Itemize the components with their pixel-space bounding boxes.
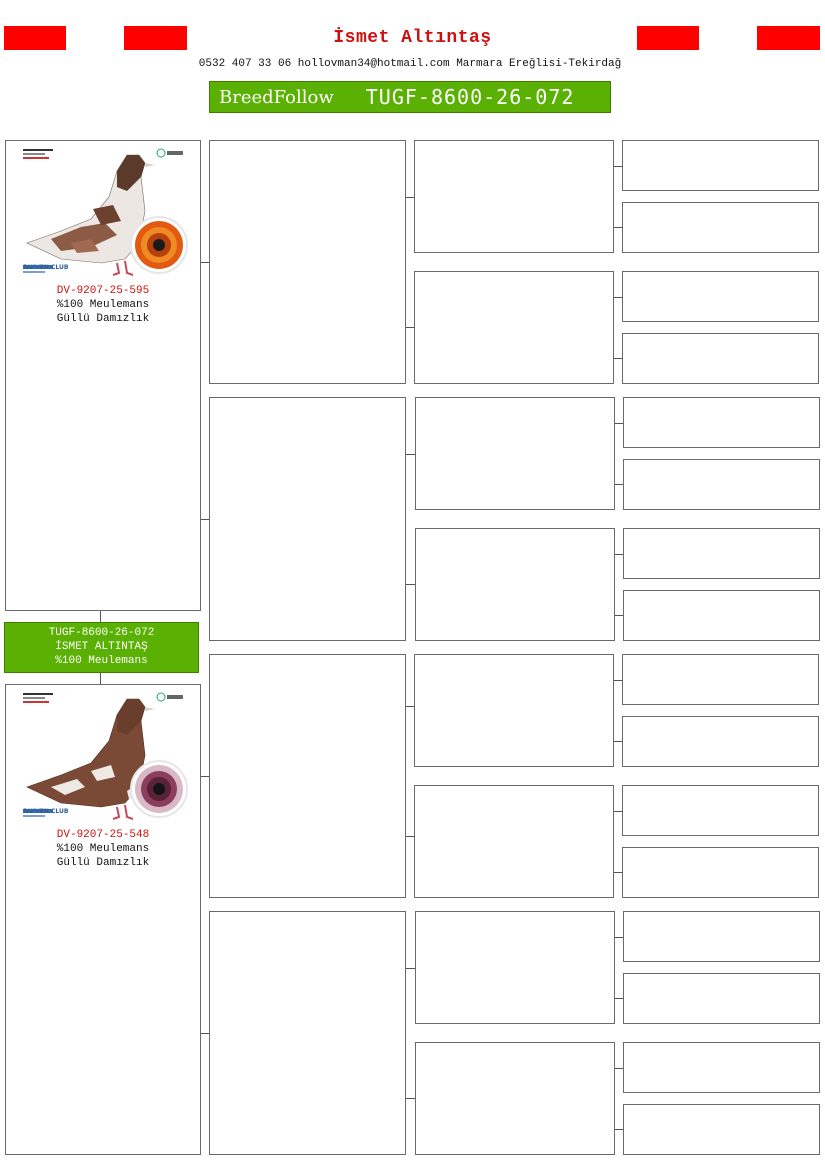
gen4-box-6 [623, 459, 820, 510]
gen4-box-13 [623, 911, 820, 962]
gen3-box-1 [414, 140, 614, 253]
gen4-box-14 [623, 973, 820, 1024]
gen4-box-9 [622, 654, 819, 705]
gen3-box-6 [414, 785, 614, 898]
gen4-box-5 [623, 397, 820, 448]
granddam-dam-side [209, 911, 406, 1155]
dam-info [6, 828, 200, 870]
dam-pigeon-photo [21, 691, 191, 827]
connector-line [406, 197, 414, 198]
sire-card [5, 140, 201, 611]
contact-info: 0532 407 33 06 hollovman34@hotmail.com Marmara Ereğlisi-Tekirdağ [198, 58, 622, 70]
connector-line [615, 423, 623, 424]
brand-ring-number: TUGF-8600-26-072 [365, 85, 575, 109]
connector-line [406, 454, 415, 455]
sire-pigeon-photo [21, 147, 191, 283]
connector-line [614, 227, 622, 228]
connector-line [201, 519, 209, 520]
red-accent-bar-2 [124, 26, 187, 50]
subject-box [4, 622, 199, 673]
sire-strain: %100 Meulemans [56, 299, 150, 311]
gen4-box-1 [622, 140, 819, 191]
red-accent-bar-3 [637, 26, 699, 50]
gen3-box-4 [415, 528, 615, 641]
subject-owner: İSMET ALTINTAŞ [55, 641, 148, 653]
connector-line [201, 262, 209, 263]
connector-line [406, 968, 415, 969]
dam-note: Güllü Damızlık [56, 857, 150, 869]
gen4-box-12 [622, 847, 819, 898]
gen4-box-4 [622, 333, 819, 384]
subject-strain: %100 Meulemans [55, 655, 148, 667]
connector-line [615, 1068, 623, 1069]
sire-info [6, 284, 200, 326]
gen4-box-15 [623, 1042, 820, 1093]
connector-line [614, 680, 622, 681]
page-title: İsmet Altıntaş [333, 28, 492, 48]
dam-card [5, 684, 201, 1155]
red-accent-bar-4 [757, 26, 820, 50]
connector-line [406, 1098, 415, 1099]
connector-line [615, 484, 623, 485]
gen3-box-5 [414, 654, 614, 767]
red-accent-bar-1 [4, 26, 66, 50]
dam-club-badge: DUIVEN CLUB [23, 808, 69, 815]
gen4-box-7 [623, 528, 820, 579]
gen4-box-3 [622, 271, 819, 322]
connector-line [100, 611, 101, 622]
gen4-box-16 [623, 1104, 820, 1155]
connector-line [614, 358, 622, 359]
sire-note: Güllü Damızlık [56, 313, 150, 325]
grandsire-sire-side [209, 140, 406, 384]
granddam-sire-side [209, 397, 406, 641]
connector-line [406, 706, 414, 707]
gen3-box-2 [414, 271, 614, 384]
connector-line [201, 1033, 209, 1034]
connector-line [615, 554, 623, 555]
gen4-box-10 [622, 716, 819, 767]
connector-line [406, 327, 414, 328]
sire-club-badge: DUIVEN CLUB [23, 264, 69, 271]
subject-ring: TUGF-8600-26-072 [48, 627, 155, 639]
connector-line [615, 615, 623, 616]
breedfollow-logo: BreedFollow [219, 86, 334, 108]
connector-line [100, 673, 101, 684]
gen3-box-3 [415, 397, 615, 510]
connector-line [615, 937, 623, 938]
connector-line [406, 836, 414, 837]
connector-line [614, 166, 622, 167]
connector-line [615, 1129, 623, 1130]
gen3-box-7 [415, 911, 615, 1024]
connector-line [615, 998, 623, 999]
connector-line [406, 584, 415, 585]
connector-line [201, 776, 209, 777]
dam-ring-number: DV-9207-25-548 [56, 829, 150, 841]
connector-line [614, 811, 622, 812]
connector-line [614, 872, 622, 873]
brand-banner [209, 81, 611, 113]
gen4-box-2 [622, 202, 819, 253]
connector-line [614, 741, 622, 742]
connector-line [614, 297, 622, 298]
sire-ring-number: DV-9207-25-595 [56, 285, 150, 297]
gen4-box-11 [622, 785, 819, 836]
grandsire-dam-side [209, 654, 406, 898]
gen4-box-8 [623, 590, 820, 641]
dam-strain: %100 Meulemans [56, 843, 150, 855]
gen3-box-8 [415, 1042, 615, 1155]
